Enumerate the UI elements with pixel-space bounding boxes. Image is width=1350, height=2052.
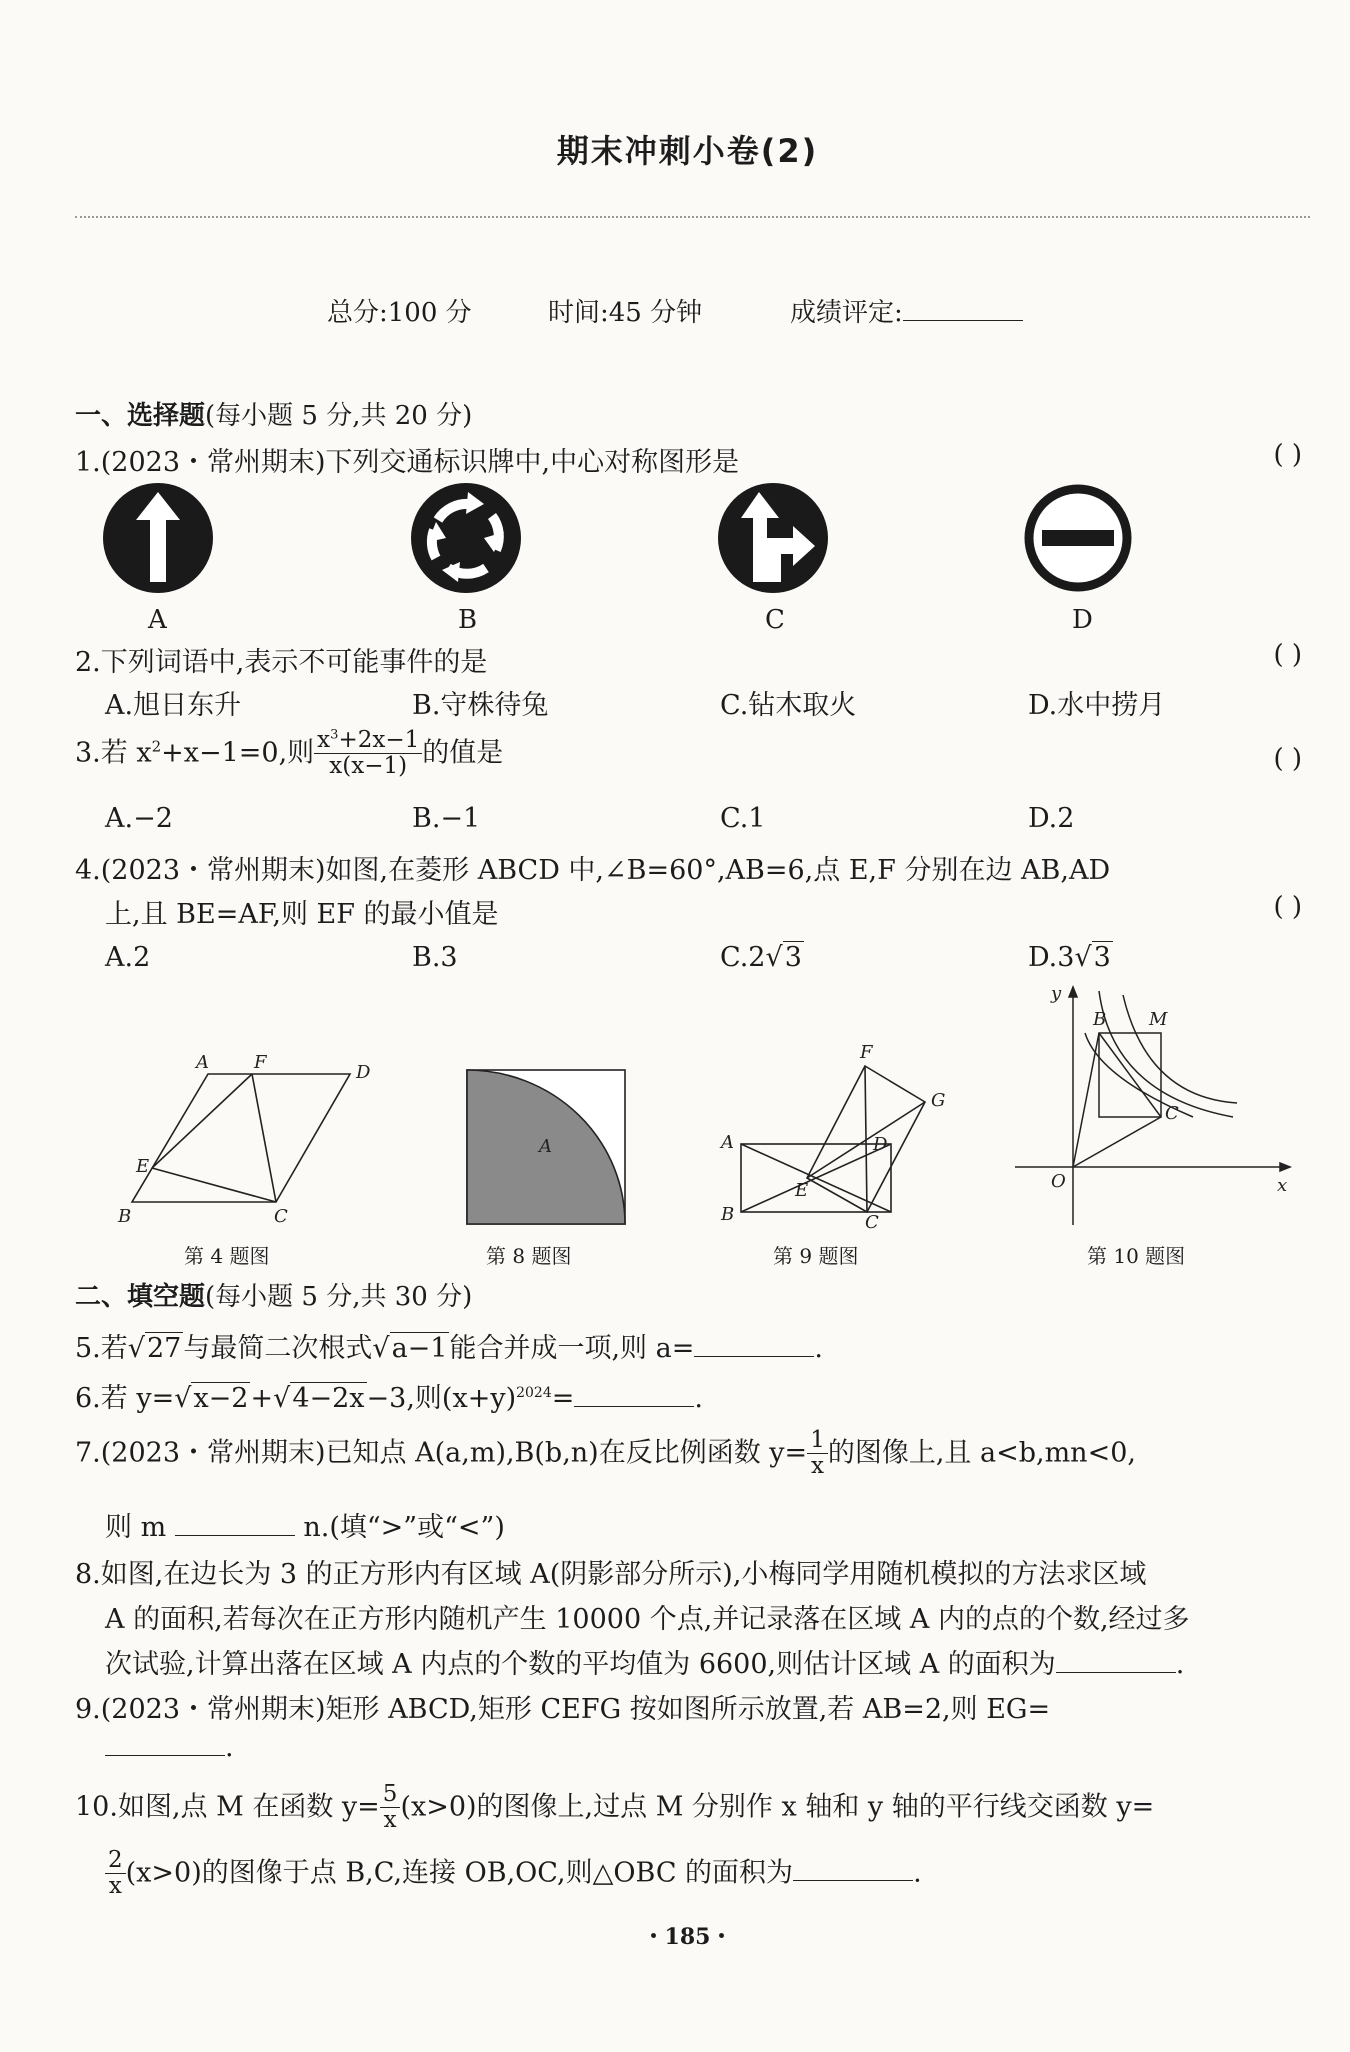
fig9-point-f: F <box>860 1042 873 1063</box>
fig10-axis-x: x <box>1277 1175 1288 1196</box>
fig4-point-d: D <box>356 1062 371 1083</box>
page-title: 期末冲刺小卷(2) <box>556 132 819 170</box>
question-5: 5.若√27与最简二次根式√a−1能合并成一项,则 a= . <box>75 1333 823 1364</box>
fig10-axis-y: y <box>1051 983 1062 1004</box>
figure-4-rhombus <box>110 1050 380 1230</box>
figure-9-rectangles <box>715 1040 946 1233</box>
question-6: 6.若 y=√x−2+√4−2x−3,则$(x+y)^{2024}=$ . <box>75 1383 703 1414</box>
fig10-point-c: C <box>1165 1103 1179 1124</box>
question-7-line-1: 7.(2023・常州期末)已知点 A(a,m),B(b,n)在反比例函数 y= $\frac{1}{x}$ 的图像上,且 a<b,mn<0, <box>75 1427 1136 1480</box>
q2-option-a[interactable]: A.旭日东升 <box>105 690 242 721</box>
page-number: ・185・ <box>642 1924 733 1950</box>
total-score: 总分:100 分 <box>327 298 472 328</box>
fig9-point-d: D <box>873 1134 888 1155</box>
section-1-heading: 一、选择题(每小题 5 分,共 20 分) <box>75 401 473 431</box>
q4-option-c[interactable]: C.2√3 <box>720 942 802 973</box>
sign-label-a: A <box>148 605 167 635</box>
answer-paren-4[interactable]: ( ) <box>1273 892 1302 922</box>
question-2: 2.下列词语中,表示不可能事件的是 <box>75 647 488 678</box>
figure-9-caption: 第 9 题图 <box>773 1244 859 1268</box>
question-10-line-1: 10.如图,点 M 在函数 y= $\frac{5}{x}$ (x>0)的图像上,过点 M 分别作 x 轴和 y 轴的平行线交函数 y= <box>75 1781 1155 1834</box>
fig9-point-c: C <box>865 1212 879 1233</box>
q3-option-b[interactable]: B.−1 <box>412 803 481 834</box>
fig9-point-g: G <box>931 1090 946 1111</box>
q3-option-d[interactable]: D.2 <box>1028 803 1075 834</box>
fig4-point-b: B <box>118 1206 132 1227</box>
q5-answer-blank[interactable] <box>694 1355 814 1357</box>
question-1: 1.(2023・常州期末)下列交通标识牌中,中心对称图形是 <box>75 447 740 478</box>
sign-label-c: C <box>765 605 785 635</box>
sign-label-d: D <box>1072 605 1093 635</box>
fig9-point-e: E <box>795 1180 809 1201</box>
sign-d-no-entry-icon <box>1020 480 1140 600</box>
fig4-point-f: F <box>254 1052 267 1073</box>
time-limit: 时间:45 分钟 <box>548 298 703 328</box>
answer-paren-2[interactable]: ( ) <box>1273 640 1302 670</box>
divider <box>75 216 1310 218</box>
grade-label: 成绩评定: <box>790 292 1023 329</box>
q6-answer-blank[interactable] <box>574 1405 694 1407</box>
q3-option-c[interactable]: C.1 <box>720 803 766 834</box>
fig10-point-m: M <box>1149 1009 1168 1030</box>
q4-option-d[interactable]: D.3√3 <box>1028 942 1111 973</box>
question-4-line-1: 4.(2023・常州期末)如图,在菱形 ABCD 中,∠B=60°,AB=6,点 E,F 分别在边 AB,AD <box>75 855 1111 886</box>
fig10-origin-o: O <box>1051 1171 1066 1192</box>
figure-10-graph <box>1015 985 1295 1230</box>
question-8-line-3: 次试验,计算出落在区域 A 内点的个数的平均值为 6600,则估计区域 A 的面积为 . <box>105 1649 1185 1680</box>
grade-blank[interactable] <box>903 319 1023 321</box>
q2-option-c[interactable]: C.钻木取火 <box>720 690 857 721</box>
fig8-region-label: A <box>539 1136 552 1157</box>
fig9-point-a: A <box>721 1132 734 1153</box>
figure-8-square <box>465 1068 630 1228</box>
q3-fraction: $\frac{x^3+2x-1}{x(x-1)}$ <box>314 728 422 780</box>
fig4-point-a: A <box>196 1052 209 1073</box>
answer-paren-3[interactable]: ( ) <box>1273 744 1302 774</box>
sign-b-roundabout-icon <box>408 480 528 600</box>
q4-option-a[interactable]: A.2 <box>105 942 151 973</box>
figure-4-caption: 第 4 题图 <box>184 1244 270 1268</box>
fig4-point-e: E <box>136 1156 150 1177</box>
question-10-line-2: $\frac{2}{x}$ (x>0)的图像于点 B,C,连接 OB,OC,则△OBC 的面积为 . <box>105 1848 922 1900</box>
question-8-line-2: A 的面积,若每次在正方形内随机产生 10000 个点,并记录落在区域 A 内的点的个数,经过多 <box>105 1604 1190 1635</box>
q3-option-a[interactable]: A.−2 <box>105 803 173 834</box>
sign-a-straight-arrow-icon <box>100 480 220 600</box>
question-7-line-2: 则 m n.(填“>”或“<”) <box>105 1512 505 1543</box>
question-9: 9.(2023・常州期末)矩形 ABCD,矩形 CEFG 按如图所示放置,若 AB=2,则 EG= <box>75 1694 1051 1725</box>
q4-option-b[interactable]: B.3 <box>412 942 458 973</box>
sign-label-b: B <box>458 605 478 635</box>
fig10-point-b: B <box>1093 1009 1107 1030</box>
question-3: 3.若 $x^2+x-1=0$,则 $\frac{x^3+2x-1}{x(x-1)}$ 的值是 <box>75 727 504 780</box>
fig4-point-c: C <box>274 1206 288 1227</box>
q7-answer-blank[interactable] <box>175 1534 295 1536</box>
section-2-heading: 二、填空题(每小题 5 分,共 30 分) <box>75 1282 473 1312</box>
q8-answer-blank[interactable] <box>1056 1671 1176 1673</box>
figure-8-caption: 第 8 题图 <box>486 1244 572 1268</box>
question-8-line-1: 8.如图,在边长为 3 的正方形内有区域 A(阴影部分所示),小梅同学用随机模拟的方法求区域 <box>75 1559 1147 1590</box>
sign-c-turn-arrow-icon <box>715 480 835 600</box>
q2-option-d[interactable]: D.水中捞月 <box>1028 690 1166 721</box>
figure-10-caption: 第 10 题图 <box>1087 1244 1186 1268</box>
q9-answer-blank[interactable] <box>105 1754 225 1756</box>
q2-option-b[interactable]: B.守株待兔 <box>412 690 549 721</box>
fig9-point-b: B <box>721 1204 735 1225</box>
question-9-line-2: . <box>105 1732 234 1763</box>
question-4-line-2: 上,且 BE=AF,则 EF 的最小值是 <box>105 899 499 930</box>
q10-answer-blank[interactable] <box>793 1879 913 1881</box>
answer-paren-1[interactable]: ( ) <box>1273 440 1302 470</box>
